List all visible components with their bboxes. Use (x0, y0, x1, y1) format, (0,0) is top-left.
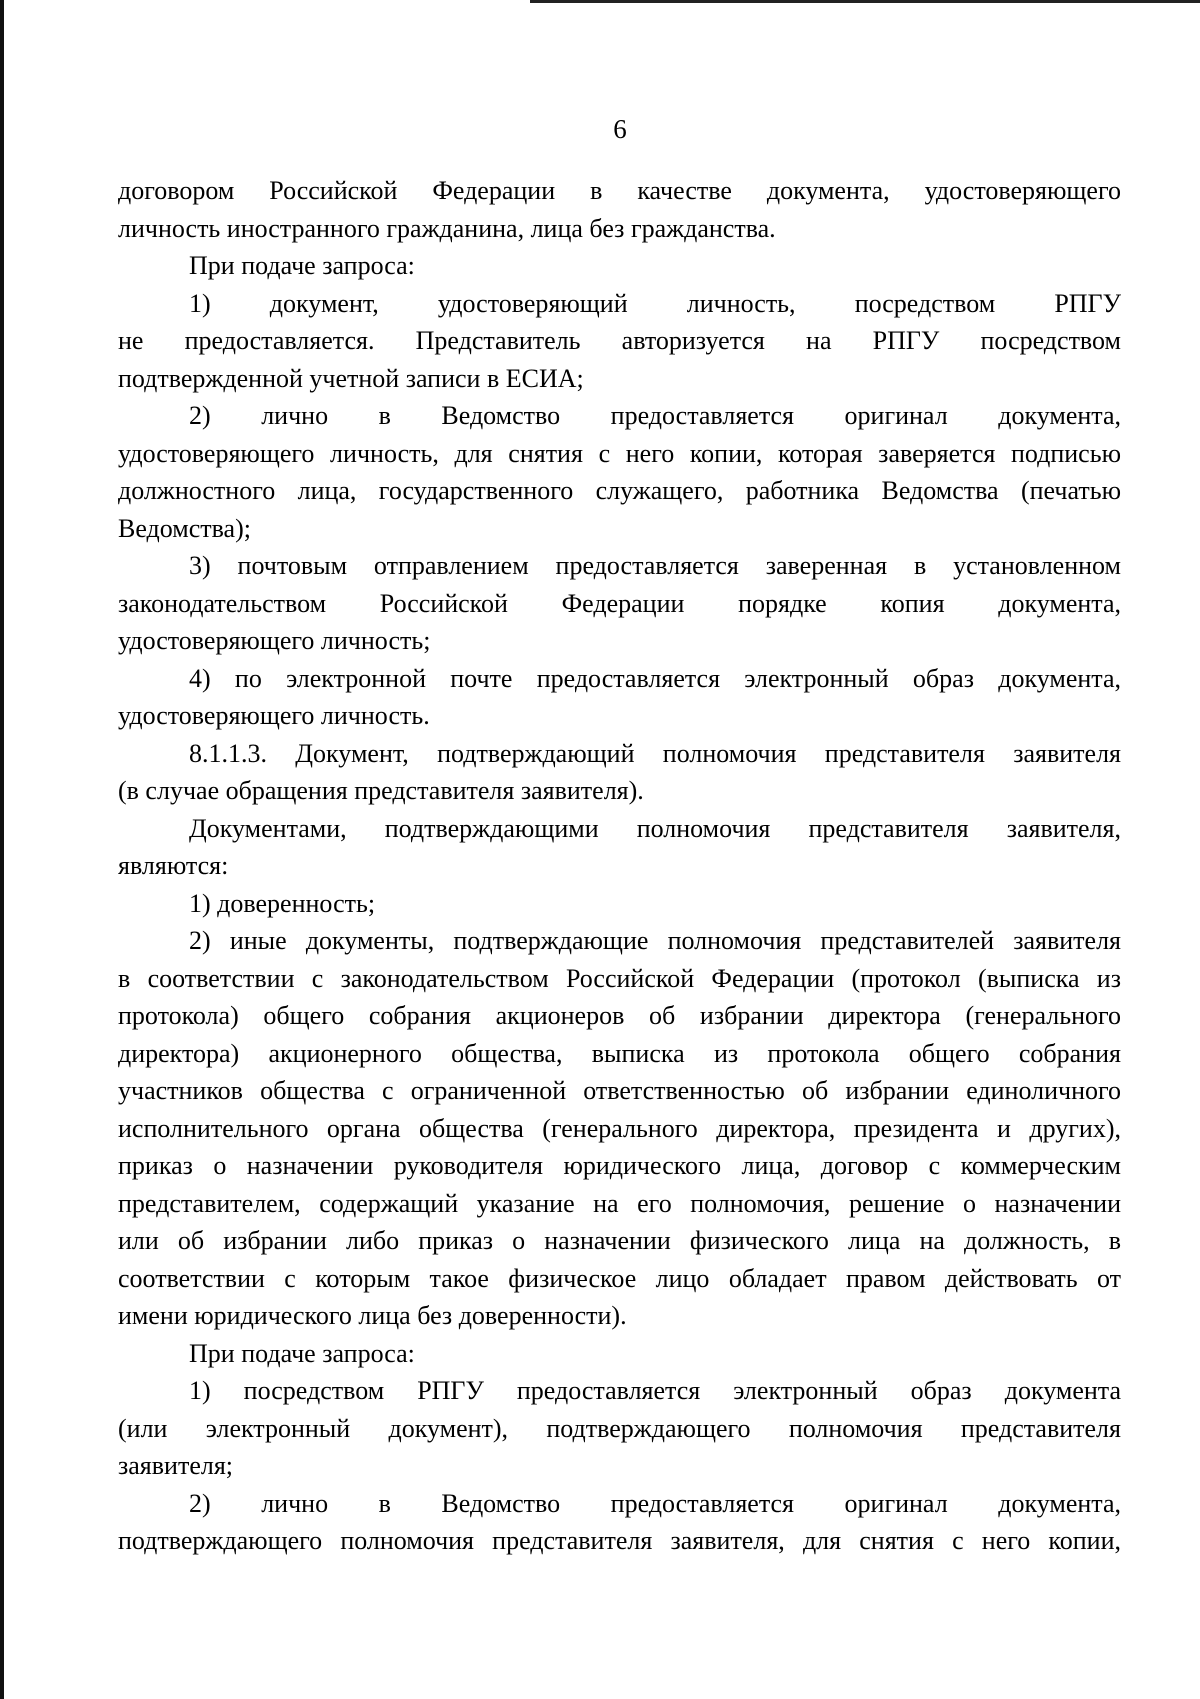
text-line: 1) доверенность; (189, 888, 376, 918)
text-line: личность иностранного гражданина, лица без гражданства. (118, 213, 776, 243)
text-line: являются: (118, 851, 229, 880)
text-line: 4) по электронной почте предоставляется электронный образ документа, (189, 663, 1121, 693)
text-line: заявителя; (118, 1451, 234, 1480)
text-line: При подаче запроса: (189, 1338, 415, 1368)
text-line: удостоверяющего личность, для снятия с него копии, которая заверяется подписью (118, 438, 1121, 468)
text-line: 3) почтовым отправлением предоставляется заверенная в установленном (189, 551, 1121, 580)
text-line: 2) лично в Ведомство предоставляется оригинал документа, (189, 1488, 1121, 1518)
document-body (118, 172, 1121, 1560)
text-line: законодательством Российской Федерации порядке копия документа, (118, 588, 1121, 618)
text-line: (или электронный документ), подтверждающего полномочия представителя (118, 1413, 1121, 1443)
text-line: соответствии с которым такое физическое лицо обладает правом действовать от (118, 1263, 1121, 1293)
text-line: подтверждающего полномочия представителя заявителя, для снятия с него копии, (118, 1526, 1121, 1555)
text-line: представителем, содержащий указание на его полномочия, решение о назначении (118, 1188, 1121, 1218)
text-line: договором Российской Федерации в качестве документа, удостоверяющего (118, 176, 1121, 205)
text-line: должностного лица, государственного служащего, работника Ведомства (печатью (118, 476, 1121, 505)
text-line: Ведомства); (118, 513, 251, 543)
text-line: имени юридического лица без доверенности). (118, 1301, 627, 1330)
text-line: не предоставляется. Представитель авторизуется на РПГУ посредством (118, 326, 1121, 355)
text-line: протокола) общего собрания акционеров об избрании директора (генерального (118, 1001, 1121, 1030)
text-line: или об избрании либо приказ о назначении физического лица на должность, в (118, 1226, 1121, 1255)
text-line: подтвержденной учетной записи в ЕСИА; (118, 363, 584, 393)
text-line: 1) документ, удостоверяющий личность, посредством РПГУ (189, 288, 1121, 318)
text-line: Документами, подтверждающими полномочия представителя заявителя, (189, 813, 1121, 843)
text-line: 1) посредством РПГУ предоставляется электронный образ документа (189, 1376, 1121, 1405)
text-line: (в случае обращения представителя заявителя). (118, 776, 644, 805)
text-line: директора) акционерного общества, выписка из протокола общего собрания (118, 1038, 1121, 1068)
text-line: 2) иные документы, подтверждающие полномочия представителей заявителя (189, 926, 1121, 955)
text-line: в соответствии с законодательством Российской Федерации (протокол (выписка из (118, 963, 1121, 993)
scan-left-edge (0, 0, 4, 1699)
text-line: удостоверяющего личность; (118, 626, 431, 655)
text-line: 8.1.1.3. Документ, подтверждающий полномочия представителя заявителя (189, 738, 1121, 768)
text-line: При подаче запроса: (189, 251, 415, 280)
text-line: исполнительного органа общества (генерального директора, президента и других), (118, 1113, 1121, 1143)
text-line: приказ о назначении руководителя юридического лица, договор с коммерческим (118, 1151, 1121, 1180)
page-number: 6 (613, 114, 627, 144)
text-line: участников общества с ограниченной ответственностью об избрании единоличного (118, 1076, 1121, 1105)
scan-top-edge (530, 0, 1200, 3)
text-line: 2) лично в Ведомство предоставляется оригинал документа, (189, 401, 1121, 430)
text-line: удостоверяющего личность. (118, 701, 430, 730)
